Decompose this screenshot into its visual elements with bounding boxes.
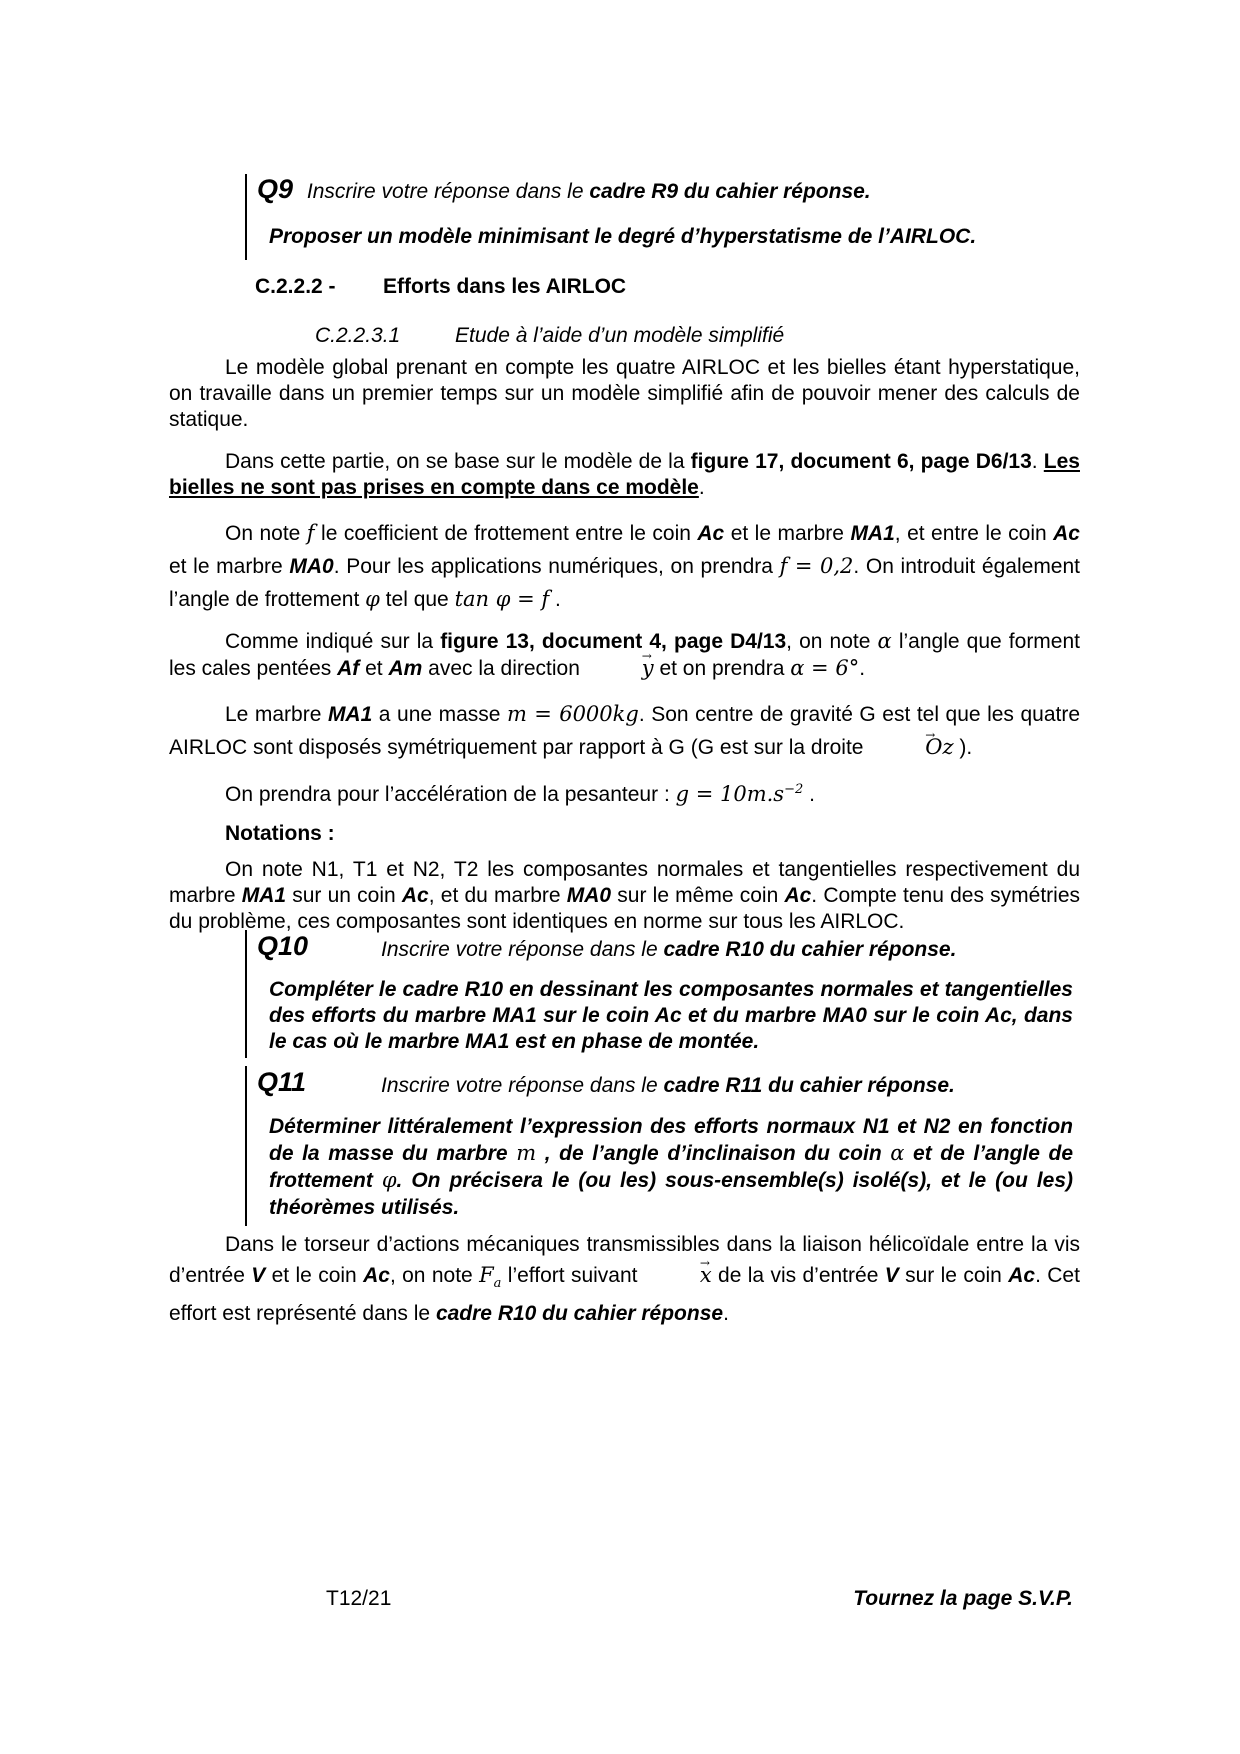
q11-task: Déterminer littéralement l’expression des efforts normaux N1 et N2 en fonction de la masse du marbre m , de l’angle d’inclinaison du coin α et de l’angle de frottement φ. On précisera le (ou les) sous-ensemble(s) isolé(s), et le (ou les) théorèmes utilisés. [269,1115,1073,1219]
q9-number: Q9 [257,174,294,204]
q10-task: Compléter le cadre R10 en dessinant les composantes normales et tangentielles des efforts du marbre MA1 sur le coin Ac et du marbre MA0 sur le coin Ac, dans le cas où le marbre MA1 est en phase de montée. [269,978,1073,1053]
q10-block [245,930,1083,1058]
q11-block [245,1066,1083,1226]
q11-instruction: Inscrire votre réponse dans le cadre R11 du cahier réponse. [381,1074,955,1097]
q11-number: Q11 [257,1067,307,1097]
paragraph-4: Comme indiqué sur la figure 13, document 4, page D4/13, on note α l’angle que forment les cales pentées Af et Am avec la direction → y et on prendra α = 6°. [169,628,1080,682]
q9-block [245,174,1017,260]
body-text [169,355,1080,935]
paragraph-6: On prendra pour l’accélération de la pesanteur : $g = 10m.s^{-2}$ . [225,782,815,806]
q10-number: Q10 [257,931,309,961]
q9-task: Proposer un modèle minimisant le degré d’hyperstatisme de l’AIRLOC. [269,225,977,248]
subsection-number: C.2.2.3.1 [315,324,401,347]
page-number: T12/21 [326,1587,392,1610]
turn-page-note: Tournez la page S.V.P. [853,1587,1073,1610]
final-text [169,1230,1080,1329]
paragraph-8: Dans le torseur d’actions mécaniques transmissibles dans la liaison hélicoïdale entre la vis d’entrée V et le coin Ac, on note $F_a$ l’effort suivant → x de la vis d’entrée V sur le coin Ac. Cet effort est représenté dans le cadre R10 du cahier réponse. [169,1230,1080,1329]
paragraph-7: On note N1, T1 et N2, T2 les composantes normales et tangentielles respectivement du marbre MA1 sur un coin Ac, et du marbre MA0 sur le même coin Ac. Compte tenu des symétries du problème, ces composantes sont identiques en norme sur tous les AIRLOC. [169,858,1081,933]
q10-instruction: Inscrire votre réponse dans le cadre R10 du cahier réponse. [381,938,957,961]
paragraph-5: Le marbre MA1 a une masse m = 6000kg. Son centre de gravité G est tel que les quatre AIRLOC sont disposés symétriquement par rapport à G (G est sur la droite → Oz ). [169,698,1080,764]
subsection-title: Etude à l’aide d’un modèle simplifié [455,324,785,347]
paragraph-2: Dans cette partie, on se base sur le modèle de la figure 17, document 6, page D6/13. Les bielles ne sont pas prises en compte dans ce modèle. [169,450,1080,499]
bielles-note: Les bielles ne sont pas prises en compte dans ce modèle [169,450,1080,499]
section-title: Efforts dans les AIRLOC [383,275,627,298]
section-number: C.2.2.2 - [255,275,336,298]
notations-heading: Notations : [225,822,335,845]
paragraph-1: Le modèle global prenant en compte les quatre AIRLOC et les bielles étant hyperstatique, on travaille dans un premier temps sur un modèle simplifié afin de pouvoir mener des calculs de statique. [169,356,1080,431]
paragraph-3: On note f le coefficient de frottement entre le coin Ac et le marbre MA1, et entre le coin Ac et le marbre MA0. Pour les applications numériques, on prendra f = 0,2. On introduit également l’angle de frottement φ tel que tan φ = f . [169,521,1081,611]
q9-instruction: Inscrire votre réponse dans le cadre R9 du cahier réponse. [306,180,871,203]
